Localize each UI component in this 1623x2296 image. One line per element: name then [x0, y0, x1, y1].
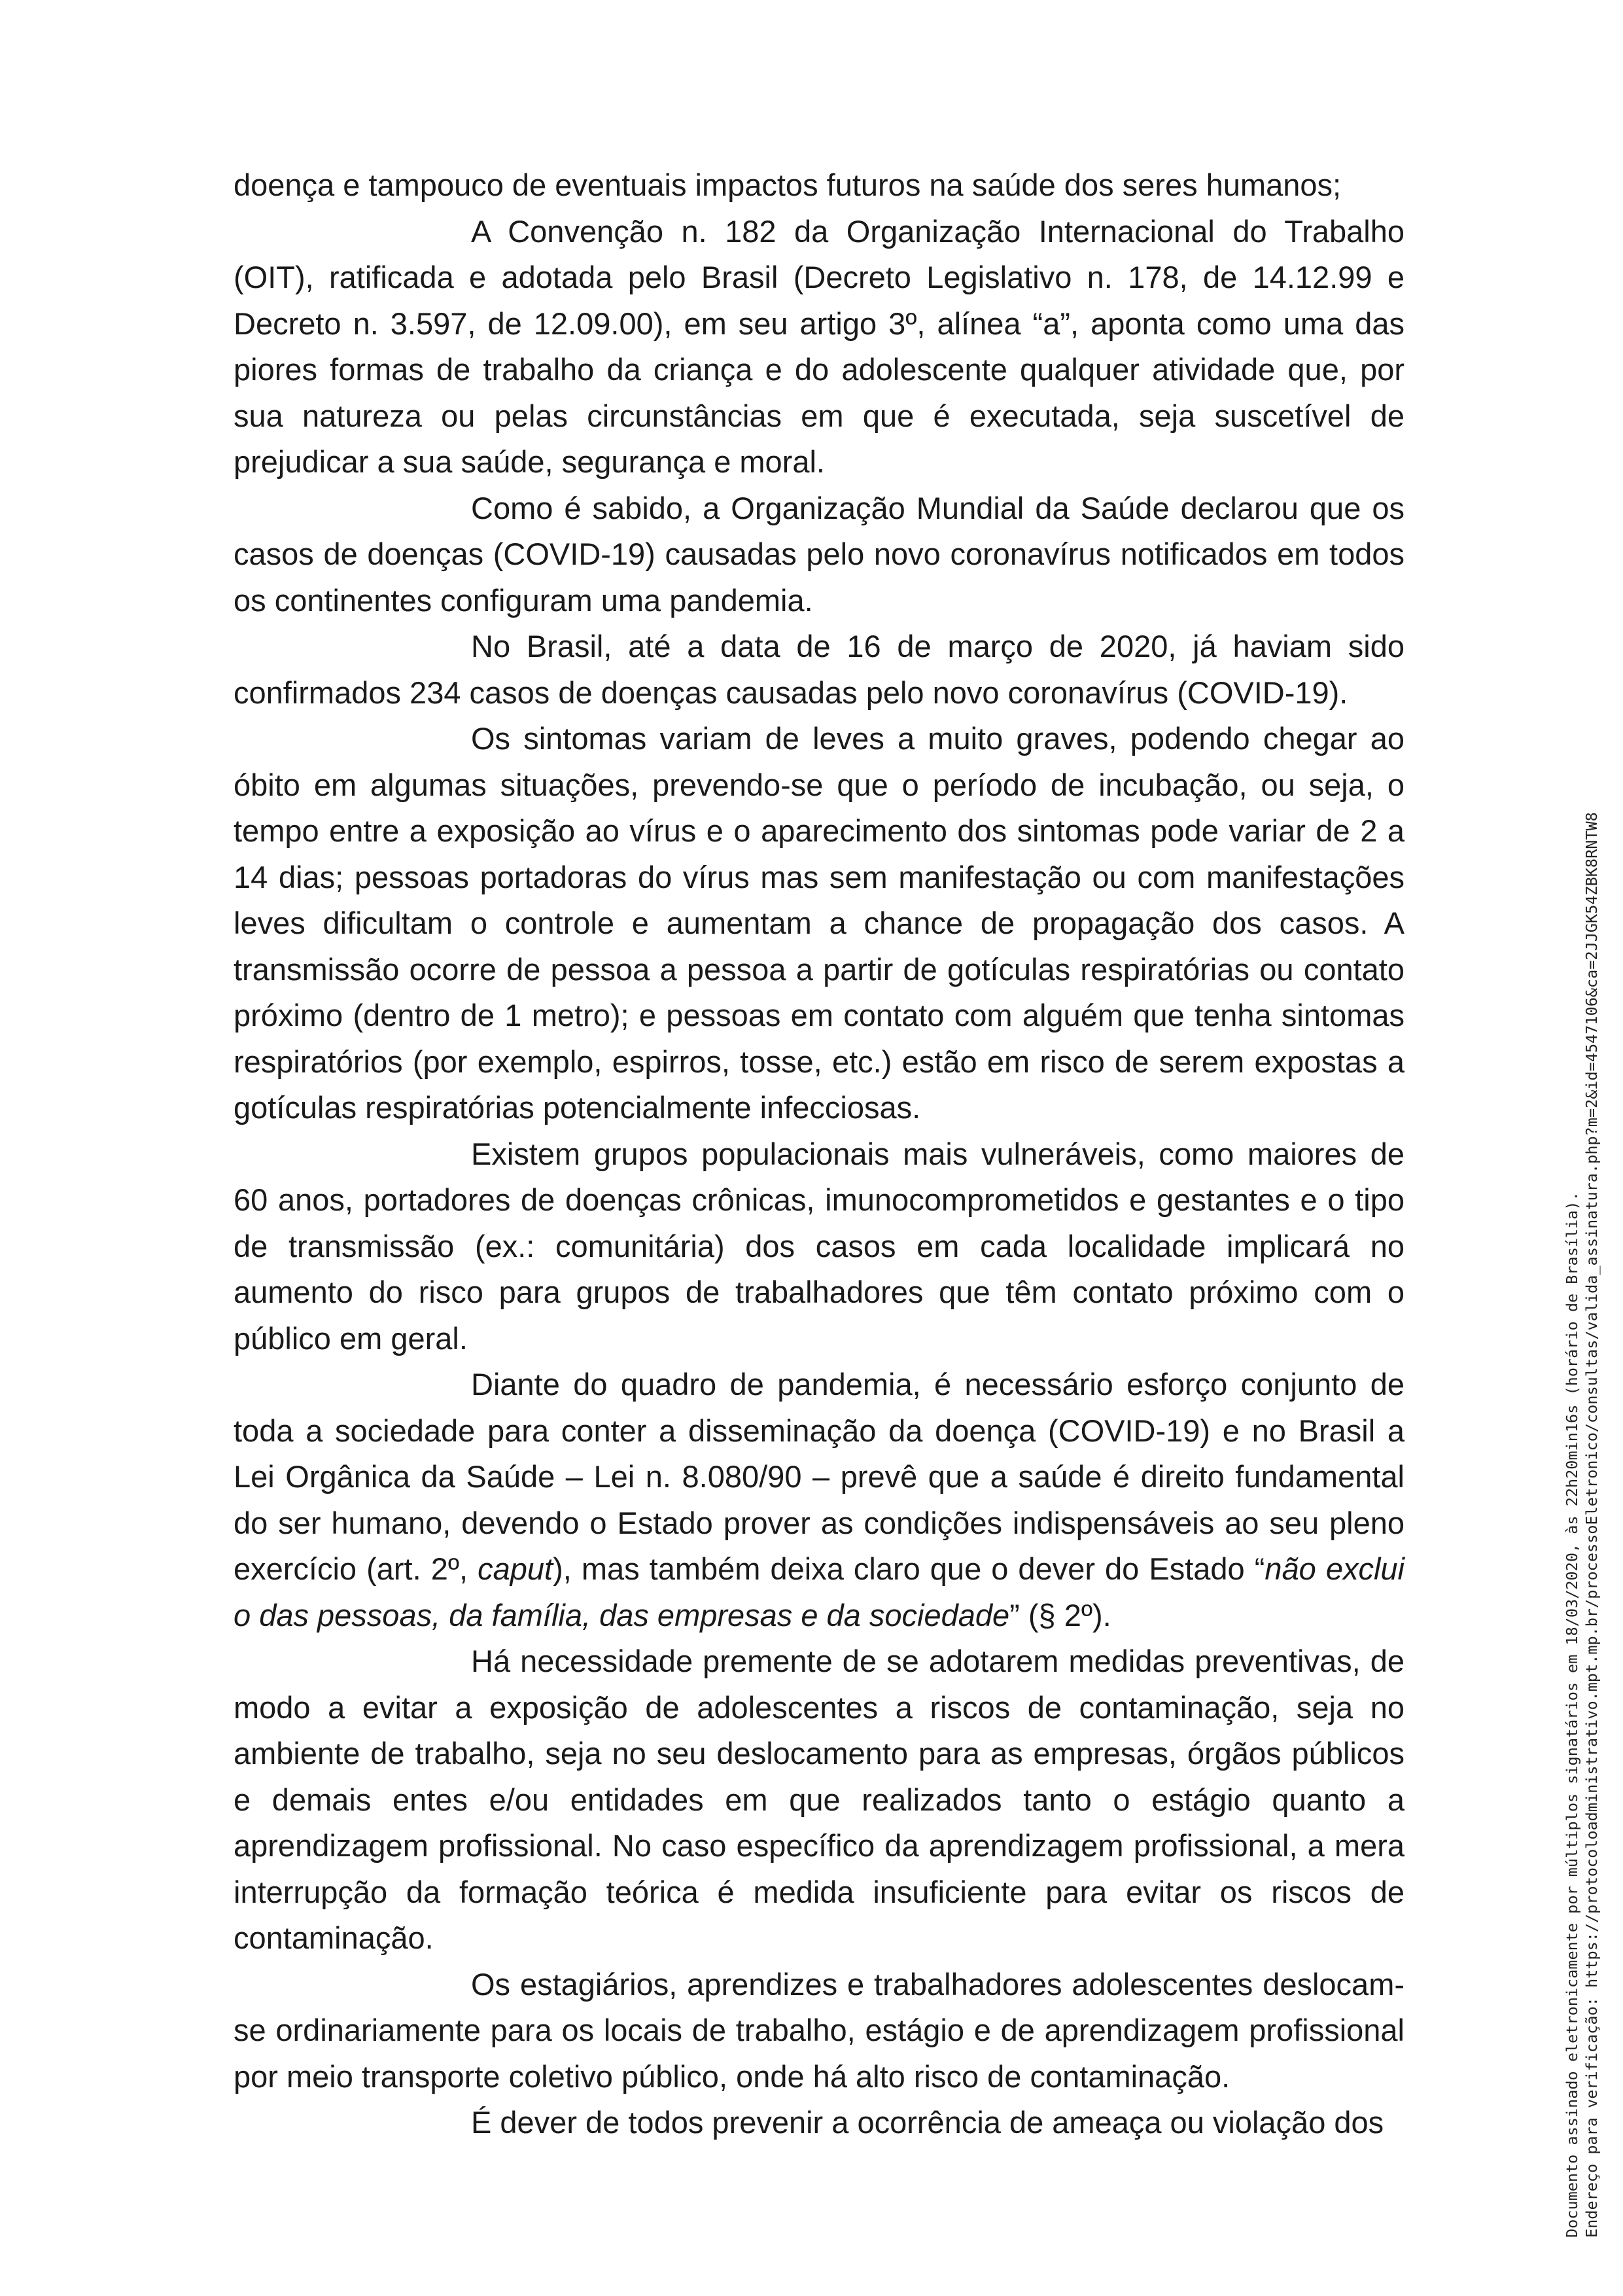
paragraph-casos-brasil: No Brasil, até a data de 16 de março de 2020, já haviam sido confirmados 234 casos de doenças causadas pelo novo coronavírus (COVID-19).: [234, 629, 1405, 710]
paragraph-lei-organica: [234, 1362, 1405, 1638]
paragraph-transporte: Os estagiários, aprendizes e trabalhadores adolescentes deslocam-se ordinariamente para os locais de trabalho, estágio e de aprendizagem profissional por meio transporte coletivo público, onde há alto risco de contaminação.: [234, 1966, 1405, 2094]
document-body: [234, 162, 1405, 2146]
electronic-signature-stamp: [1562, 812, 1601, 2238]
caput-italic: caput: [478, 1551, 553, 1586]
quote-italic: não exclui o das pessoas, da família, das empresas e da sociedade: [234, 1551, 1405, 1633]
signature-stamp-line-1: Documento assinado eletronicamente por múltiplos signatários em 18/03/2020, às 22h20min16s (horário de Brasília).: [1563, 1192, 1581, 2238]
paragraph-oms-pandemia: Como é sabido, a Organização Mundial da Saúde declarou que os casos de doenças (COVID-19) causadas pelo novo coronavírus notificados em todos os continentes configuram uma pandemia.: [234, 490, 1405, 618]
paragraph-medidas-preventivas: Há necessidade premente de se adotarem medidas preventivas, de modo a evitar a exposição de adolescentes a riscos de contaminação, seja no ambiente de trabalho, seja no seu deslocamento para as empresas, órgãos públicos e demais entes e/ou entidades em que realizados tanto o estágio quanto a aprendizagem profissional. No caso específico da aprendizagem profissional, a mera interrupção da formação teórica é medida insuficiente para evitar os riscos de contaminação.: [234, 1644, 1405, 1955]
paragraph-0: doença e tampouco de eventuais impactos futuros na saúde dos seres humanos;: [234, 168, 1342, 202]
paragraph-lei-organica-text-1: Diante do quadro de pandemia, é necessário esforço conjunto de toda a sociedade para conter a disseminação da doença (COVID-19) e no Brasil a Lei Orgânica da Saúde – Lei n. 8.080/90 – prevê que a saúde é direito fundamental do ser humano, devendo o Estado prover as condições indispensáveis ao seu pleno exercício (art. 2º,: [234, 1367, 1405, 1586]
signature-stamp-line-2: Endereço para verificação: https://protocoloadministrativo.mpt.mp.br/processoEletronico/consultas/valida_assinatura.php?m=2&id=4547106&ca=2JJGK54ZBK8RNTW8: [1582, 812, 1601, 2238]
paragraph-lei-organica-text-2: ), mas também deixa claro que o dever do Estado “: [553, 1551, 1265, 1586]
paragraph-lei-organica-text-3: ” (§ 2º).: [1009, 1597, 1111, 1633]
paragraph-convencao-oit: A Convenção n. 182 da Organização Internacional do Trabalho (OIT), ratificada e adotada pelo Brasil (Decreto Legislativo n. 178, de 14.12.99 e Decreto n. 3.597, de 12.09.00), em seu artigo 3º, alínea “a”, aponta como uma das piores formas de trabalho da criança e do adolescente qualquer atividade que, por sua natureza ou pelas circunstâncias em que é executada, seja suscetível de prejudicar a sua saúde, segurança e moral.: [234, 213, 1405, 479]
paragraph-sintomas: Os sintomas variam de leves a muito graves, podendo chegar ao óbito em algumas situações, prevendo-se que o período de incubação, ou seja, o tempo entre a exposição ao vírus e o aparecimento dos sintomas pode variar de 2 a 14 dias; pessoas portadoras do vírus mas sem manifestação ou com manifestações leves dificultam o controle e aumentam a chance de propagação dos casos. A transmissão ocorre de pessoa a pessoa a partir de gotículas respiratórias ou contato próximo (dentro de 1 metro); e pessoas em contato com alguém que tenha sintomas respiratórios (por exemplo, espirros, tosse, etc.) estão em risco de serem expostas a gotículas respiratórias potencialmente infecciosas.: [234, 721, 1405, 1125]
paragraph-grupos-vulneraveis: Existem grupos populacionais mais vulneráveis, como maiores de 60 anos, portadores de doenças crônicas, imunocomprometidos e gestantes e o tipo de transmissão (ex.: comunitária) dos casos em cada localidade implicará no aumento do risco para grupos de trabalhadores que têm contato próximo com o público em geral.: [234, 1136, 1405, 1356]
paragraph-dever-todos: É dever de todos prevenir a ocorrência de ameaça ou violação dos: [471, 2105, 1384, 2140]
